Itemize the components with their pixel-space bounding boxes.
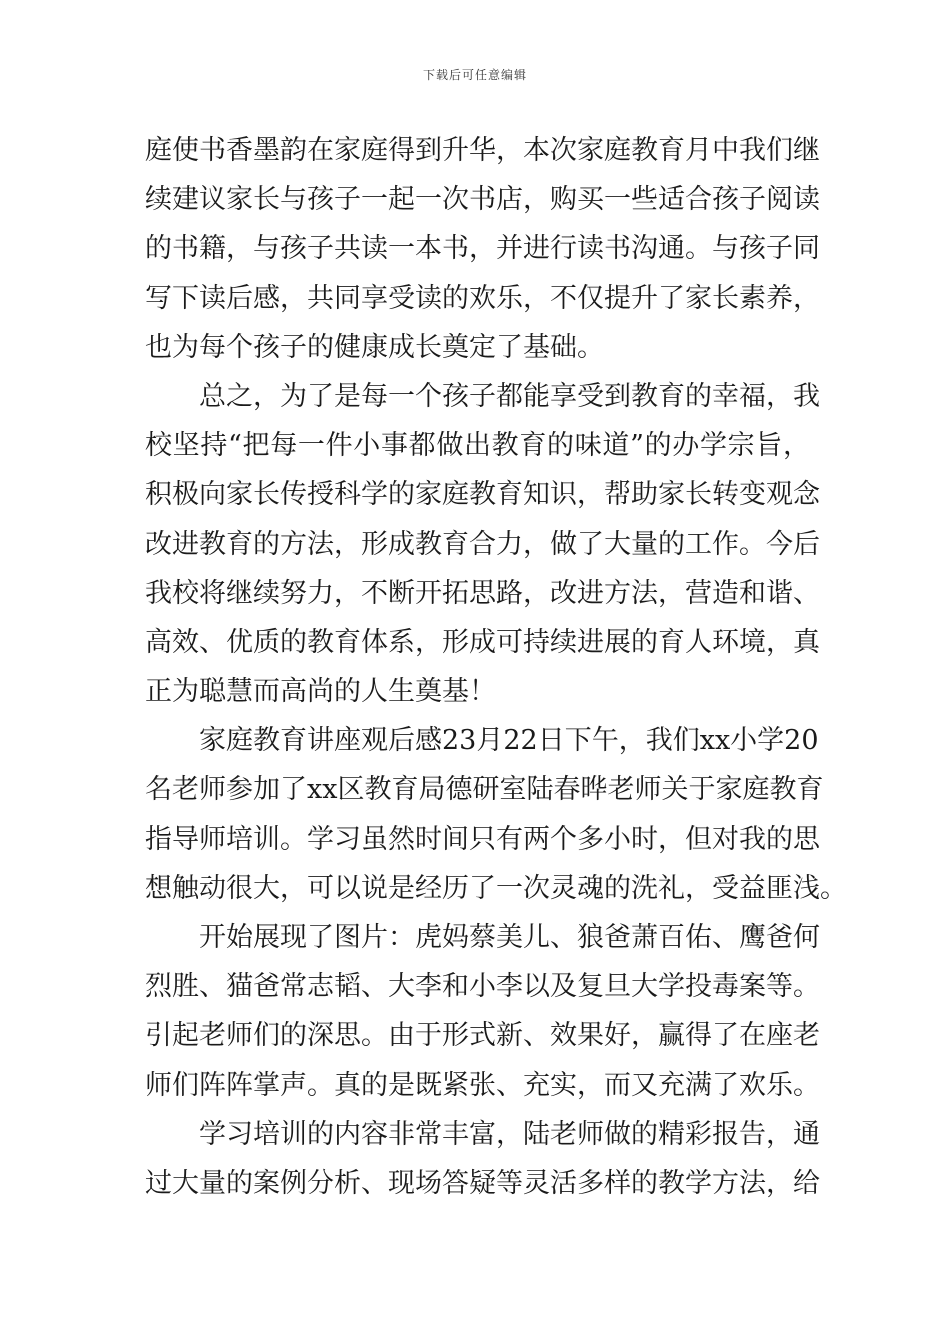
page-header: 下载后可任意编辑 bbox=[422, 68, 527, 82]
paragraph bbox=[145, 913, 820, 1110]
text-line: 指导师培训。学习虽然时间只有两个多小时，但对我的思 bbox=[145, 823, 820, 855]
text-line: 想触动很大，可以说是经历了一次灵魂的洗礼，受益匪浅。 bbox=[145, 872, 847, 904]
text-line: 校坚持“把每一件小事都做出教育的味道”的办学宗旨， bbox=[145, 430, 810, 462]
text-line: 引起老师们的深思。由于形式新、效果好，赢得了在座老 bbox=[145, 1020, 820, 1052]
text-line: 过大量的案例分析、现场答疑等灵活多样的教学方法，给 bbox=[145, 1167, 820, 1199]
text-line: 师们阵阵掌声。真的是既紧张、充实，而又充满了欢乐。 bbox=[145, 1069, 820, 1101]
paragraph bbox=[145, 126, 820, 372]
text-line: 积极向家长传授科学的家庭教育知识，帮助家长转变观念 bbox=[145, 479, 820, 511]
paragraph bbox=[145, 716, 847, 913]
paragraph bbox=[145, 372, 820, 716]
text-line: 高效、优质的教育体系，形成可持续进展的育人环境，真 bbox=[145, 626, 820, 658]
text-line: 开始展现了图片：虎妈蔡美儿、狼爸萧百佑、鹰爸何 bbox=[199, 922, 820, 953]
document-body bbox=[145, 126, 847, 1208]
text-line: 烈胜、猫爸常志韬、大李和小李以及复旦大学投毒案等。 bbox=[145, 971, 820, 1003]
text-line: 正为聪慧而高尚的人生奠基！ bbox=[145, 676, 496, 708]
text-line: 改进教育的方法，形成教育合力，做了大量的工作。今后 bbox=[145, 528, 820, 560]
text-line: 写下读后感，共同享受读的欢乐，不仅提升了家长素养， bbox=[145, 282, 820, 314]
text-line: 学习培训的内容非常丰富，陆老师做的精彩报告，通 bbox=[199, 1118, 820, 1150]
text-line: 我校将继续努力，不断开拓思路，改进方法，营造和谐、 bbox=[145, 577, 820, 609]
text-line: 的书籍，与孩子共读一本书，并进行读书沟通。与孩子同 bbox=[145, 233, 820, 265]
paragraph bbox=[145, 1110, 820, 1208]
text-line: 名老师参加了xx区教育局德研室陆春晔老师关于家庭教育 bbox=[145, 774, 824, 806]
text-line: 家庭教育讲座观后感23月22日下午，我们xx小学20 bbox=[199, 725, 819, 757]
text-line: 庭使书香墨韵在家庭得到升华，本次家庭教育月中我们继 bbox=[145, 135, 820, 166]
text-line: 总之，为了是每一个孩子都能享受到教育的幸福，我 bbox=[199, 380, 820, 412]
text-line: 也为每个孩子的健康成长奠定了基础。 bbox=[145, 331, 604, 363]
text-line: 续建议家长与孩子一起一次书店，购买一些适合孩子阅读 bbox=[145, 184, 820, 216]
